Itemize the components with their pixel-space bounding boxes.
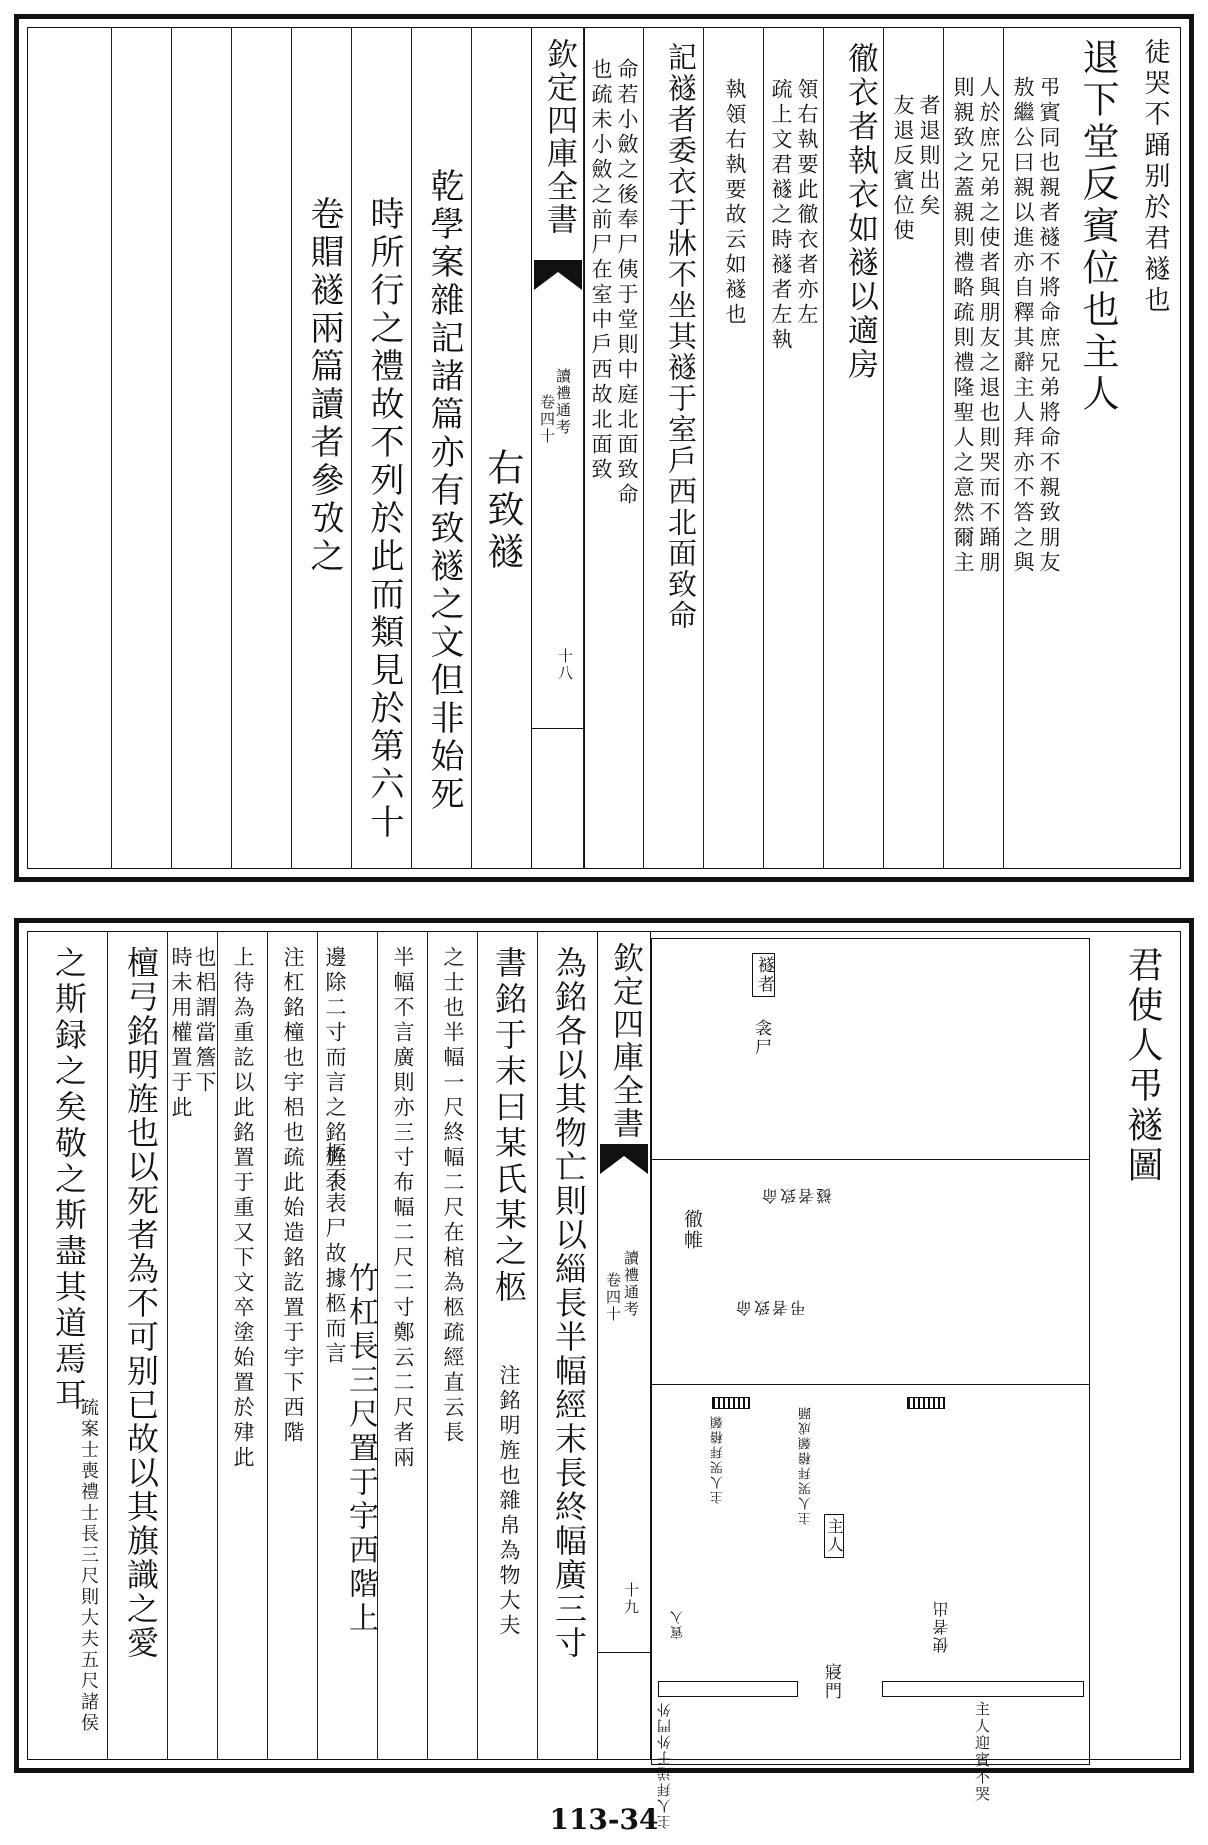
commentary-text: 弔賓同也親者襚不將命庶兄弟將命不親致朋友 — [1037, 76, 1061, 576]
body-text: 退下堂反賓位也主人 — [1076, 38, 1119, 416]
leaf-number: 十八 — [556, 648, 574, 682]
column — [537, 932, 597, 1759]
guest-label: 主人哭拜稽顙成踊 — [799, 1405, 814, 1525]
column — [477, 932, 537, 1759]
body-text: 徒哭不踊别於君襚也 — [1140, 38, 1170, 317]
commentary-text: 半幅不言廣則亦三寸布幅二尺二寸鄭云二尺者兩 — [391, 946, 415, 1471]
body-text: 卷賵襚兩篇讀者參攷之 — [304, 196, 344, 576]
body-text: 徹衣者執衣如襚以適房 — [842, 42, 878, 382]
column — [1098, 932, 1174, 1759]
commentary-text: 上待為重訖以此銘置于重又下文卒塗始置於肂此 — [231, 946, 255, 1471]
spine-divider — [598, 1652, 650, 1653]
volume-label: 卷四十 — [604, 1272, 622, 1323]
diagram-title: 君使人弔襚圖 — [1122, 946, 1163, 1186]
body-text: 時所行之禮故不列於此而類見於第六十 — [364, 196, 404, 842]
column — [1003, 28, 1063, 868]
commentary-text: 時未用權置于此 — [169, 946, 193, 1121]
diagram-divider — [652, 1384, 1089, 1385]
commentary-text: 也梠謂當簷下 — [193, 946, 217, 1096]
column — [217, 932, 267, 1759]
book-title: 讀禮通考 — [554, 368, 572, 436]
commentary-text: 敖繼公曰親以進亦自釋其辭主人拜亦不答之與 — [1011, 76, 1035, 576]
body-text: 之斯録之矣敬之斯盡其道焉耳 — [50, 946, 88, 1414]
curtain-label: 徹帷 — [681, 1209, 703, 1251]
column — [351, 28, 411, 868]
gate-wall — [658, 1681, 798, 1697]
gate-wall — [882, 1681, 1084, 1697]
column — [643, 28, 703, 868]
column — [171, 28, 231, 868]
message-label: 襚者致命 — [760, 1186, 833, 1205]
corpse-label: 衾尸 — [751, 1019, 771, 1057]
commentary-text: 則親致之蓋親則禮略疏則禮隆聖人之意然爾主 — [951, 76, 975, 576]
commentary-text: 友退反賓位使 — [891, 94, 915, 244]
column — [823, 28, 883, 868]
column — [291, 28, 351, 868]
top-page-panel — [14, 14, 1194, 882]
page-number: 113-34 — [549, 1803, 659, 1836]
lord-box: 主人 — [824, 1514, 844, 1558]
commentary-text: 領右執要此徹衣者亦左 — [795, 78, 819, 328]
spine-column — [597, 932, 651, 1759]
guest-label: 主人哭拜稽顙 — [711, 1414, 726, 1504]
fishtail-mark — [600, 1144, 648, 1174]
body-text: 竹杠長三尺置于宇西階上 — [343, 1262, 378, 1636]
column — [107, 932, 167, 1759]
section-heading: 右致襚 — [481, 448, 524, 574]
body-text: 為銘各以其物亡則以緇長半幅經末長終幅廣三寸 — [550, 946, 588, 1660]
spine-divider — [532, 728, 584, 729]
envoy-label: 賓入 — [671, 1609, 686, 1639]
gate-label: 寢門 — [821, 1663, 841, 1701]
column — [943, 28, 1003, 868]
commentary-text: 命若小斂之後奉尸侇于堂則中庭北面致命 — [615, 58, 639, 508]
header-title: 欽定四庫全書 — [541, 38, 577, 236]
commentary-text: 也疏未小斂之前尸在室中戶西故北面致 — [589, 58, 613, 483]
host-label: 使者出 — [932, 1599, 951, 1653]
side-note: 主人拜送于外門外 — [657, 1701, 673, 1829]
column — [471, 28, 531, 868]
step-icon — [712, 1397, 750, 1409]
commentary-text: 疏案士喪禮士長三尺則大夫五尺諸侯 — [78, 1398, 99, 1734]
column — [28, 932, 107, 1759]
column — [111, 28, 171, 868]
spine-column — [531, 28, 585, 868]
commentary-text: 人於庶兄弟之使者與朋友之退也則哭而不踊朋 — [977, 76, 1001, 576]
body-text: 檀弓銘明旌也以死者為不可别已故以其旗識之愛 — [122, 946, 160, 1660]
leaf-number: 十九 — [622, 1582, 640, 1616]
commentary-text: 疏上文君襚之時襚者左執 — [769, 78, 793, 353]
header-title: 欽定四庫全書 — [607, 942, 643, 1140]
room-tag: 襚者 — [752, 953, 775, 997]
body-text: 記襚者委衣于牀不坐其襚于室戶西北面致命 — [664, 42, 698, 631]
commentary-text: 注銘明旌也雜帛為物大夫 — [497, 1364, 521, 1639]
column — [267, 932, 317, 1759]
column — [1063, 28, 1174, 868]
step-icon — [907, 1397, 945, 1409]
column — [317, 932, 377, 1759]
host-note: 主人迎賓不哭 — [973, 1701, 991, 1803]
column — [883, 28, 943, 868]
commentary-text: 之士也半幅一尺終幅二尺在棺為柩疏經直云長 — [441, 946, 465, 1446]
message-label: 弔者致命 — [734, 1298, 807, 1317]
column — [167, 932, 217, 1759]
column — [763, 28, 823, 868]
column — [377, 932, 427, 1759]
column — [427, 932, 477, 1759]
column — [231, 28, 291, 868]
column — [411, 28, 471, 868]
diagram-divider — [652, 1159, 1089, 1160]
body-text: 書銘于末曰某氏某之柩 — [490, 946, 528, 1306]
top-page-frame — [27, 27, 1181, 869]
commentary-text: 邊除二寸而言之銘旌表 — [323, 946, 347, 1196]
fishtail-mark — [534, 260, 582, 290]
book-title: 讀禮通考 — [622, 1250, 640, 1318]
commentary-text: 柩不表尸故據柩而言 — [323, 1142, 347, 1367]
column — [28, 28, 111, 868]
body-text: 乾學案雜記諸篇亦有致襚之文但非始死 — [424, 168, 464, 814]
column — [703, 28, 763, 868]
commentary-text: 注杠銘橦也宇梠也疏此始造銘訖置于宇下西階 — [281, 946, 305, 1446]
column — [583, 28, 643, 868]
commentary-text: 者退則出矣 — [917, 94, 941, 219]
ritual-diagram — [651, 938, 1090, 1829]
commentary-text: 執領右執要故云如襚也 — [723, 78, 747, 328]
volume-label: 卷四十 — [538, 394, 556, 445]
